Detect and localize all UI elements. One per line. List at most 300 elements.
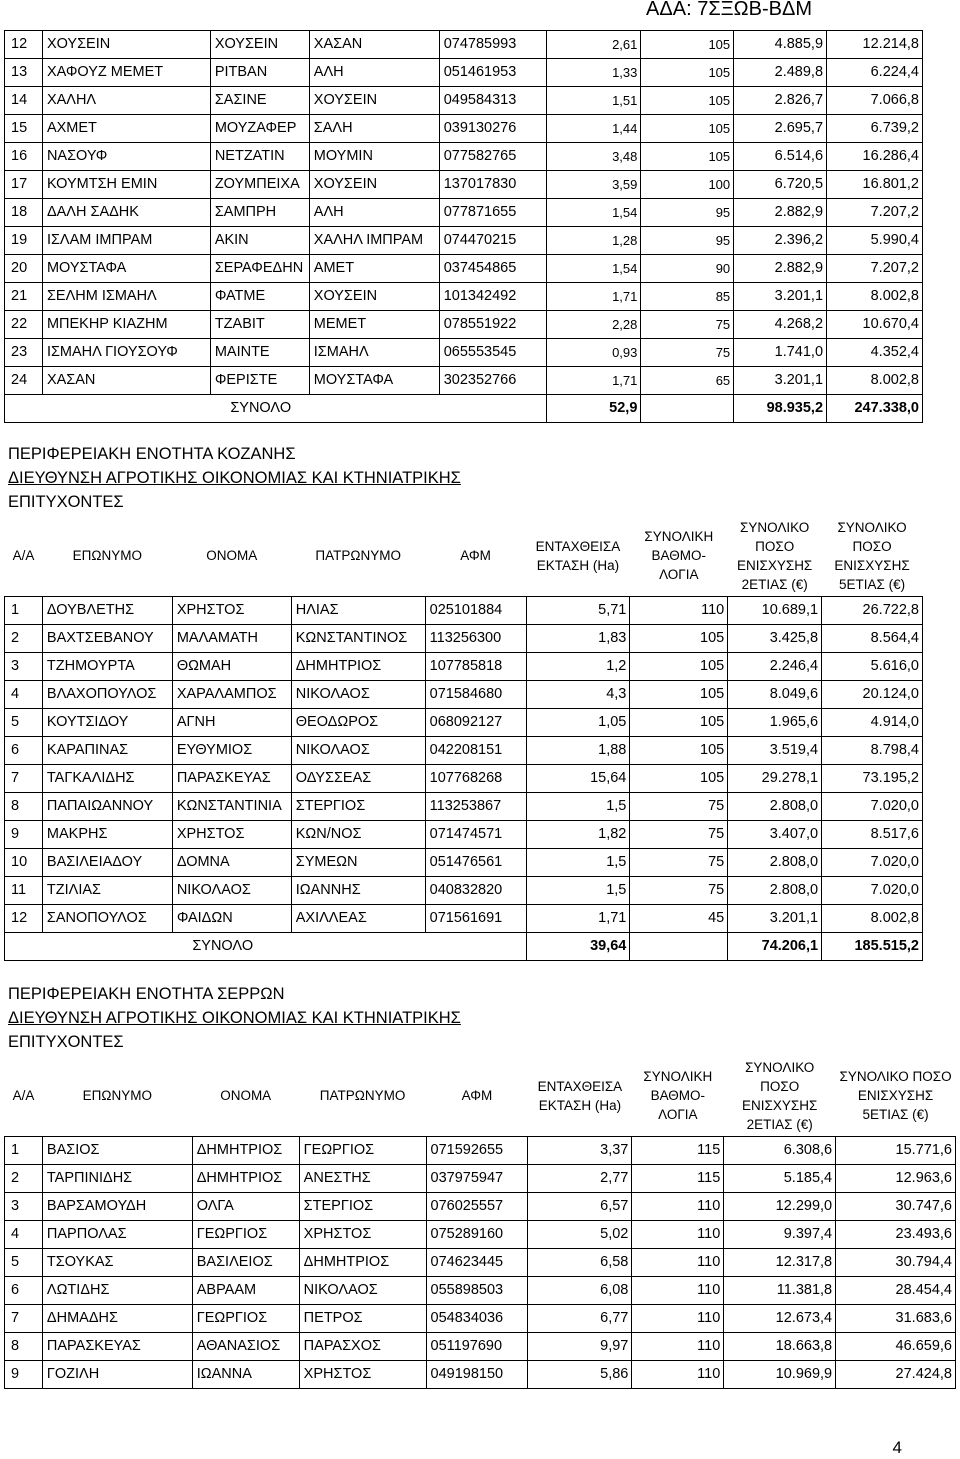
table-row [5, 596, 923, 624]
total-empty [641, 395, 734, 423]
row-number: 21 [5, 283, 43, 311]
surname-cell: ΚΟΥΤΣΙΔΟΥ [42, 708, 172, 736]
table-row [5, 115, 923, 143]
row-number: 2 [5, 1164, 43, 1192]
afm-cell: 068092127 [425, 708, 526, 736]
father-cell: ΔΗΜΗΤΡΙΟΣ [291, 652, 425, 680]
name-cell: ΘΩΜΑΗ [172, 652, 291, 680]
header-sum2-line: ΠΟΣΟ [760, 1078, 800, 1094]
row-number: 6 [5, 736, 43, 764]
sum2-cell: 2.808,0 [728, 848, 822, 876]
header-score-line: ΛΟΓΙΑ [659, 567, 699, 583]
afm-cell: 040832820 [425, 876, 526, 904]
sum2-cell: 10.689,1 [728, 596, 822, 624]
surname-cell: ΤΖΙΛΙΑΣ [42, 876, 172, 904]
score-cell: 75 [630, 848, 728, 876]
area-cell: 1,05 [526, 708, 630, 736]
afm-cell: 074623445 [426, 1248, 528, 1276]
total-spacer [5, 932, 173, 960]
surname-cell: ΧΟΥΣΕΙΝ [42, 31, 210, 59]
row-number: 10 [5, 848, 43, 876]
afm-cell: 051197690 [426, 1332, 528, 1360]
name-cell: ΦΑΤΜΕ [210, 283, 309, 311]
sum5-cell: 30.747,6 [836, 1192, 956, 1220]
surname-cell: ΙΣΜΑΗΛ ΓΙΟΥΣΟΥΦ [42, 339, 210, 367]
table-row [5, 708, 923, 736]
header-father: ΠΑΤΡΩΝΥΜΟ [319, 1088, 406, 1104]
afm-cell: 065553545 [439, 339, 546, 367]
area-cell: 1,71 [546, 283, 641, 311]
sum2-cell: 3.425,8 [728, 624, 822, 652]
sum5-cell: 10.670,4 [827, 311, 923, 339]
area-cell: 9,97 [528, 1332, 632, 1360]
header-sum5-line: 5ΕΤΙΑΣ (€) [862, 1107, 929, 1123]
header-name: ΟΝΟΜΑ [220, 1088, 272, 1104]
score-cell: 75 [641, 339, 734, 367]
row-number: 8 [5, 1332, 43, 1360]
table-row [5, 339, 923, 367]
name-cell: ΕΥΘΥΜΙΟΣ [172, 736, 291, 764]
name-cell: ΧΑΡΑΛΑΜΠΟΣ [172, 680, 291, 708]
afm-cell: 071592655 [426, 1136, 528, 1164]
header-sum5-line: 5ΕΤΙΑΣ (€) [838, 576, 906, 592]
header-area-line: ΕΚΤΑΣΗ (Ha) [538, 1097, 622, 1113]
father-cell: ΟΔΥΣΣΕΑΣ [291, 764, 425, 792]
score-cell: 115 [632, 1164, 724, 1192]
area-cell: 1,88 [526, 736, 630, 764]
name-cell: ΧΡΗΣΤΟΣ [172, 596, 291, 624]
score-cell: 115 [632, 1136, 724, 1164]
score-cell: 100 [641, 171, 734, 199]
name-cell: ΑΒΡΑΑΜ [192, 1276, 299, 1304]
sum5-cell: 8.517,6 [822, 820, 923, 848]
table-row [5, 876, 923, 904]
table-row [5, 283, 923, 311]
score-cell: 110 [632, 1304, 724, 1332]
sum2-cell: 9.397,4 [724, 1220, 836, 1248]
area-cell: 1,82 [526, 820, 630, 848]
score-cell: 95 [641, 227, 734, 255]
score-cell: 105 [641, 143, 734, 171]
sum2-cell: 4.268,2 [734, 311, 827, 339]
sum5-cell: 26.722,8 [822, 596, 923, 624]
area-cell: 1,44 [546, 115, 641, 143]
sum5-cell: 6.739,2 [827, 115, 923, 143]
table-row [5, 59, 923, 87]
name-cell: ΑΓΝΗ [172, 708, 291, 736]
row-number: 15 [5, 115, 43, 143]
name-cell: ΣΑΜΠΡΗ [210, 199, 309, 227]
afm-cell: 137017830 [439, 171, 546, 199]
afm-cell: 077582765 [439, 143, 546, 171]
header-score-line: ΣΥΝΟΛΙΚΗ [643, 1069, 713, 1085]
surname-cell: ΒΑΡΣΑΜΟΥΔΗ [42, 1192, 192, 1220]
sum2-cell: 3.519,4 [728, 736, 822, 764]
name-cell: ΝΙΚΟΛΑΟΣ [172, 876, 291, 904]
header-aa: Α/Α [12, 1088, 35, 1104]
sum2-cell: 3.407,0 [728, 820, 822, 848]
table-row [5, 227, 923, 255]
row-number: 3 [5, 652, 43, 680]
sum5-cell: 5.990,4 [827, 227, 923, 255]
header-area [528, 1056, 632, 1136]
total-area: 52,9 [546, 395, 641, 423]
sum5-cell: 16.801,2 [827, 171, 923, 199]
score-cell: 105 [630, 736, 728, 764]
table-row [5, 1192, 956, 1220]
header-sum2 [728, 516, 822, 596]
table-row [5, 367, 923, 395]
father-cell: ΑΧΙΛΛΕΑΣ [291, 904, 425, 932]
sum5-cell: 8.564,4 [822, 624, 923, 652]
header-sum5-line: ΠΟΣΟ [852, 538, 892, 554]
row-number: 11 [5, 876, 43, 904]
area-cell: 1,71 [526, 904, 630, 932]
page-number: 4 [892, 1438, 902, 1457]
father-cell: ΣΤΕΡΓΙΟΣ [291, 792, 425, 820]
afm-cell: 042208151 [425, 736, 526, 764]
header-surname: ΕΠΩΝΥΜΟ [82, 1088, 152, 1104]
header-father: ΠΑΤΡΩΝΥΜΟ [315, 548, 401, 564]
score-cell: 110 [632, 1248, 724, 1276]
header-sum2-line: ΣΥΝΟΛΙΚΟ [740, 519, 810, 535]
table-row [5, 199, 923, 227]
father-cell: ΓΕΩΡΓΙΟΣ [299, 1136, 426, 1164]
surname-cell: ΣΕΛΗΜ ΙΣΜΑΗΛ [42, 283, 210, 311]
father-cell: ΗΛΙΑΣ [291, 596, 425, 624]
afm-cell: 113253867 [425, 792, 526, 820]
name-cell: ΚΩΝΣΤΑΝΤΙΝΙΑ [172, 792, 291, 820]
sum5-cell: 6.224,4 [827, 59, 923, 87]
father-cell: ΜΕΜΕΤ [309, 311, 439, 339]
father-cell: ΧΡΗΣΤΟΣ [299, 1220, 426, 1248]
score-cell: 105 [630, 680, 728, 708]
father-cell: ΧΟΥΣΕΙΝ [309, 283, 439, 311]
header-area [526, 516, 630, 596]
row-number: 6 [5, 1276, 43, 1304]
name-cell: ΑΚΙΝ [210, 227, 309, 255]
father-cell: ΠΕΤΡΟΣ [299, 1304, 426, 1332]
name-cell: ΔΗΜΗΤΡΙΟΣ [192, 1136, 299, 1164]
area-cell: 1,2 [526, 652, 630, 680]
surname-cell: ΚΑΡΑΠΙΝΑΣ [42, 736, 172, 764]
score-cell: 105 [630, 708, 728, 736]
total-row [5, 932, 923, 960]
region-title: ΠΕΡΙΦΕΡΕΙΑΚΗ ΕΝΟΤΗΤΑ ΚΟΖΑΝΗΣ [8, 445, 296, 463]
header-sum2-line: ΕΝΙΣΧΥΣΗΣ [742, 1097, 818, 1113]
total-sum5: 185.515,2 [822, 932, 923, 960]
sum5-cell: 5.616,0 [822, 652, 923, 680]
area-cell: 5,71 [526, 596, 630, 624]
header-area-line: ΕΝΤΑΧΘΕΙΣΑ [535, 538, 621, 554]
sum2-cell: 3.201,1 [734, 283, 827, 311]
surname-cell: ΠΑΡΠΟΛΑΣ [42, 1220, 192, 1248]
total-label: ΣΥΝΟΛΟ [172, 932, 526, 960]
score-cell: 45 [630, 904, 728, 932]
afm-cell: 049584313 [439, 87, 546, 115]
row-number: 7 [5, 1304, 43, 1332]
header-sum5-line: ΣΥΝΟΛΙΚΟ [837, 519, 907, 535]
father-cell: ΧΑΛΗΛ ΙΜΠΡΑΜ [309, 227, 439, 255]
table-row [5, 171, 923, 199]
sum2-cell: 3.201,1 [728, 904, 822, 932]
table-row [5, 624, 923, 652]
directorate-title: ΔΙΕΥΘΥΝΣΗ ΑΓΡΟΤΙΚΗΣ ΟΙΚΟΝΟΜΙΑΣ ΚΑΙ ΚΤΗΝΙΑΤΡΙΚΗΣ [8, 469, 461, 487]
header-sum2-line: 2ΕΤΙΑΣ (€) [746, 1116, 813, 1132]
surname-cell: ΒΑΣΙΛΕΙΑΔΟΥ [42, 848, 172, 876]
area-cell: 4,3 [526, 680, 630, 708]
row-number: 9 [5, 1360, 43, 1388]
name-cell: ΟΛΓΑ [192, 1192, 299, 1220]
afm-cell: 074785993 [439, 31, 546, 59]
row-number: 5 [5, 708, 43, 736]
surname-cell: ΤΖΗΜΟΥΡΤΑ [42, 652, 172, 680]
area-cell: 6,58 [528, 1248, 632, 1276]
score-cell: 85 [641, 283, 734, 311]
table-row [5, 820, 923, 848]
table-row [5, 87, 923, 115]
sum5-cell: 7.020,0 [822, 848, 923, 876]
afm-cell: 101342492 [439, 283, 546, 311]
header-aa: Α/Α [12, 548, 35, 564]
score-cell: 110 [632, 1192, 724, 1220]
row-number: 4 [5, 680, 43, 708]
afm-cell: 037975947 [426, 1164, 528, 1192]
score-cell: 90 [641, 255, 734, 283]
sum2-cell: 6.308,6 [724, 1136, 836, 1164]
score-cell: 65 [641, 367, 734, 395]
score-cell: 75 [630, 876, 728, 904]
afm-cell: 107768268 [425, 764, 526, 792]
sum5-cell: 31.683,6 [836, 1304, 956, 1332]
area-cell: 1,51 [546, 87, 641, 115]
father-cell: ΑΝΕΣΤΗΣ [299, 1164, 426, 1192]
header-score [632, 1056, 724, 1136]
header-afm: ΑΦΜ [460, 548, 491, 564]
row-number: 18 [5, 199, 43, 227]
table-row [5, 255, 923, 283]
status-title: ΕΠΙΤΥΧΟΝΤΕΣ [8, 1033, 124, 1051]
table-row [5, 1360, 956, 1388]
afm-cell: 051461953 [439, 59, 546, 87]
sum2-cell: 6.720,5 [734, 171, 827, 199]
sum2-cell: 3.201,1 [734, 367, 827, 395]
name-cell: ΡΙΤΒΑΝ [210, 59, 309, 87]
surname-cell: ΤΑΓΚΑΛΙΔΗΣ [42, 764, 172, 792]
header-area-line: ΕΚΤΑΣΗ (Ha) [536, 557, 620, 573]
sum2-cell: 18.663,8 [724, 1332, 836, 1360]
surname-cell: ΤΑΡΠΙΝΙΔΗΣ [42, 1164, 192, 1192]
father-cell: ΜΟΥΜΙΝ [309, 143, 439, 171]
surname-cell: ΜΠΕΚΗΡ ΚΙΑΖΗΜ [42, 311, 210, 339]
name-cell: ΔΗΜΗΤΡΙΟΣ [192, 1164, 299, 1192]
surname-cell: ΒΑΣΙΟΣ [42, 1136, 192, 1164]
header-afm: ΑΦΜ [461, 1088, 493, 1104]
sum2-cell: 2.882,9 [734, 199, 827, 227]
father-cell: ΝΙΚΟΛΑΟΣ [291, 680, 425, 708]
afm-cell: 078551922 [439, 311, 546, 339]
table-row [5, 904, 923, 932]
area-cell: 1,83 [526, 624, 630, 652]
sum2-cell: 12.673,4 [724, 1304, 836, 1332]
header-sum5-line: ΕΝΙΣΧΥΣΗΣ [857, 1088, 934, 1104]
surname-cell: ΣΑΝΟΠΟΥΛΟΣ [42, 904, 172, 932]
father-cell: ΣΥΜΕΩΝ [291, 848, 425, 876]
score-cell: 105 [641, 59, 734, 87]
afm-cell: 302352766 [439, 367, 546, 395]
table-row [5, 764, 923, 792]
row-number: 24 [5, 367, 43, 395]
score-cell: 110 [630, 596, 728, 624]
surname-cell: ΝΑΣΟΥΦ [42, 143, 210, 171]
header-sum5 [836, 1056, 956, 1136]
total-empty [630, 932, 728, 960]
father-cell: ΔΗΜΗΤΡΙΟΣ [299, 1248, 426, 1276]
surname-cell: ΓΟΖΙΛΗ [42, 1360, 192, 1388]
header-sum2-line: ΠΟΣΟ [755, 538, 795, 554]
header-sum2-line: ΕΝΙΣΧΥΣΗΣ [736, 557, 813, 573]
sum5-cell: 12.214,8 [827, 31, 923, 59]
area-cell: 0,93 [546, 339, 641, 367]
father-cell: ΚΩΝΣΤΑΝΤΙΝΟΣ [291, 624, 425, 652]
sum5-cell: 4.352,4 [827, 339, 923, 367]
score-cell: 110 [632, 1276, 724, 1304]
total-sum5: 247.338,0 [827, 395, 923, 423]
score-cell: 95 [641, 199, 734, 227]
surname-cell: ΛΩΤΙΔΗΣ [42, 1276, 192, 1304]
surname-cell: ΒΑΧΤΣΕΒΑΝΟΥ [42, 624, 172, 652]
header-name: ΟΝΟΜΑ [206, 548, 258, 564]
total-row [5, 395, 923, 423]
sum5-cell: 16.286,4 [827, 143, 923, 171]
name-cell: ΠΑΡΑΣΚΕΥΑΣ [172, 764, 291, 792]
header-surname: ΕΠΩΝΥΜΟ [72, 548, 143, 564]
area-cell: 3,59 [546, 171, 641, 199]
surname-cell: ΤΣΟΥΚΑΣ [42, 1248, 192, 1276]
table-row [5, 31, 923, 59]
score-cell: 110 [632, 1220, 724, 1248]
afm-cell: 113256300 [425, 624, 526, 652]
header-score-line: ΣΥΝΟΛΙΚΗ [644, 529, 714, 545]
name-cell: ΜΑΙΝΤΕ [210, 339, 309, 367]
name-cell: ΓΕΩΡΓΙΟΣ [192, 1220, 299, 1248]
total-sum2: 98.935,2 [734, 395, 827, 423]
row-number: 4 [5, 1220, 43, 1248]
afm-cell: 049198150 [426, 1360, 528, 1388]
sum2-cell: 12.317,8 [724, 1248, 836, 1276]
name-cell: ΦΕΡΙΣΤΕ [210, 367, 309, 395]
table-row [5, 652, 923, 680]
area-cell: 1,5 [526, 848, 630, 876]
header-area-line: ΕΝΤΑΧΘΕΙΣΑ [537, 1078, 623, 1094]
surname-cell: ΒΛΑΧΟΠΟΥΛΟΣ [42, 680, 172, 708]
father-cell: ΙΣΜΑΗΛ [309, 339, 439, 367]
father-cell: ΚΩΝ/ΝΟΣ [291, 820, 425, 848]
score-cell: 105 [630, 764, 728, 792]
name-cell: ΖΟΥΜΠΕΙΧΑ [210, 171, 309, 199]
sum5-cell: 23.493,6 [836, 1220, 956, 1248]
total-spacer [5, 395, 211, 423]
father-cell: ΧΟΥΣΕΙΝ [309, 171, 439, 199]
sum5-cell: 8.798,4 [822, 736, 923, 764]
surname-cell: ΧΑΣΑΝ [42, 367, 210, 395]
score-cell: 105 [641, 115, 734, 143]
score-cell: 105 [630, 652, 728, 680]
total-sum2: 74.206,1 [728, 932, 822, 960]
area-cell: 5,86 [528, 1360, 632, 1388]
row-number: 9 [5, 820, 43, 848]
surname-cell: ΑΧΜΕΤ [42, 115, 210, 143]
sum5-cell: 15.771,6 [836, 1136, 956, 1164]
area-cell: 1,5 [526, 792, 630, 820]
father-cell: ΧΑΣΑΝ [309, 31, 439, 59]
header-score [630, 516, 728, 596]
afm-cell: 071474571 [425, 820, 526, 848]
father-cell: ΝΙΚΟΛΑΟΣ [299, 1276, 426, 1304]
header-sum5 [822, 516, 923, 596]
table-row [5, 736, 923, 764]
name-cell: ΦΑΙΔΩΝ [172, 904, 291, 932]
row-number: 14 [5, 87, 43, 115]
afm-cell: 077871655 [439, 199, 546, 227]
father-cell: ΘΕΟΔΩΡΟΣ [291, 708, 425, 736]
area-cell: 1,5 [526, 876, 630, 904]
table-row [5, 1220, 956, 1248]
name-cell: ΝΕΤΖΑΤΙΝ [210, 143, 309, 171]
area-cell: 6,57 [528, 1192, 632, 1220]
name-cell: ΙΩΑΝΝΑ [192, 1360, 299, 1388]
row-number: 13 [5, 59, 43, 87]
sum2-cell: 2.246,4 [728, 652, 822, 680]
sum5-cell: 7.020,0 [822, 876, 923, 904]
afm-cell: 025101884 [425, 596, 526, 624]
sum2-cell: 2.489,8 [734, 59, 827, 87]
score-cell: 110 [632, 1332, 724, 1360]
afm-cell: 054834036 [426, 1304, 528, 1332]
row-number: 17 [5, 171, 43, 199]
row-number: 22 [5, 311, 43, 339]
table-row [5, 143, 923, 171]
document-code: ΑΔΑ: 7ΣΞΩΒ-ΒΔΜ [646, 0, 812, 20]
afm-cell: 071561691 [425, 904, 526, 932]
header-score-line: ΒΑΘΜΟ- [651, 548, 707, 564]
area-cell: 1,54 [546, 199, 641, 227]
table-kozani [4, 516, 923, 961]
sum2-cell: 11.381,8 [724, 1276, 836, 1304]
table-row [5, 311, 923, 339]
row-number: 23 [5, 339, 43, 367]
header-sum2-line: 2ΕΤΙΑΣ (€) [741, 576, 808, 592]
sum5-cell: 8.002,8 [827, 283, 923, 311]
sum2-cell: 5.185,4 [724, 1164, 836, 1192]
table-row [5, 1136, 956, 1164]
total-label: ΣΥΝΟΛΟ [210, 395, 546, 423]
sum5-cell: 8.002,8 [822, 904, 923, 932]
table-row [5, 680, 923, 708]
row-number: 12 [5, 31, 43, 59]
row-number: 5 [5, 1248, 43, 1276]
surname-cell: ΔΟΥΒΛΕΤΗΣ [42, 596, 172, 624]
afm-cell: 055898503 [426, 1276, 528, 1304]
surname-cell: ΚΟΥΜΤΣΗ ΕΜΙΝ [42, 171, 210, 199]
afm-cell: 051476561 [425, 848, 526, 876]
area-cell: 5,02 [528, 1220, 632, 1248]
name-cell: ΓΕΩΡΓΙΟΣ [192, 1304, 299, 1332]
sum2-cell: 8.049,6 [728, 680, 822, 708]
row-number: 12 [5, 904, 43, 932]
surname-cell: ΔΗΜΑΔΗΣ [42, 1304, 192, 1332]
name-cell: ΣΕΡΑΦΕΔΗΝ [210, 255, 309, 283]
